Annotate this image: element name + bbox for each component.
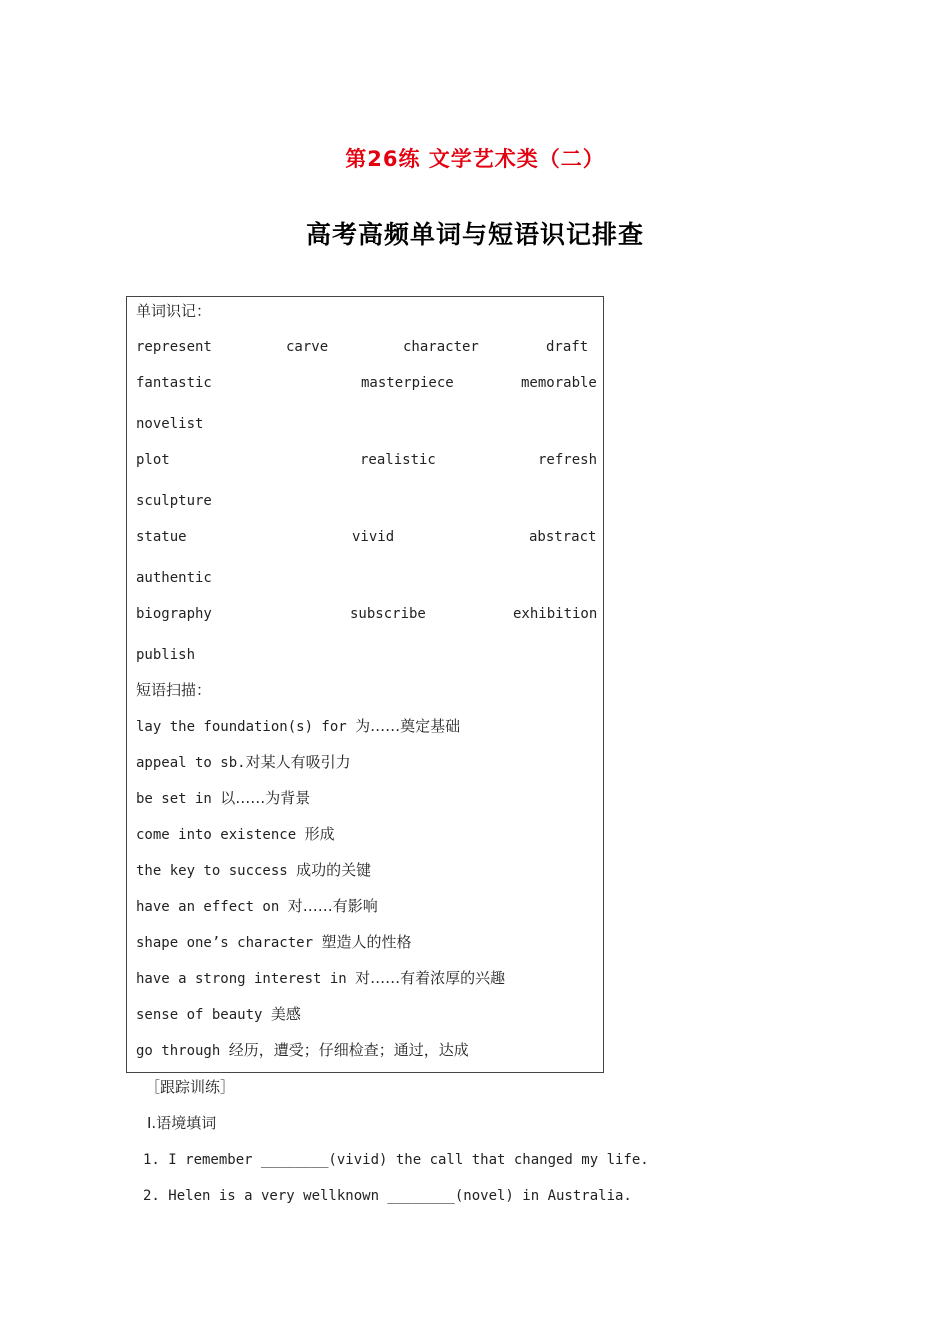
- phrases-heading: 短语扫描：: [136, 681, 212, 699]
- word-item: exhibition: [513, 606, 598, 622]
- word-item: abstract: [529, 529, 597, 545]
- word-item: publish: [136, 647, 196, 663]
- word-item: sculpture: [136, 493, 212, 509]
- word-item: fantastic: [136, 375, 212, 391]
- word-item: statue: [136, 529, 187, 545]
- word-item: carve: [286, 339, 329, 355]
- word-item: authentic: [136, 570, 212, 586]
- phrase-item: the key to success 成功的关键: [136, 861, 372, 879]
- word-item: memorable: [521, 375, 597, 391]
- word-item: subscribe: [350, 606, 426, 622]
- tracking-label: ［跟踪训练］: [145, 1078, 236, 1096]
- word-item: plot: [136, 452, 170, 468]
- phrase-item: lay the foundation(s) for 为……奠定基础: [136, 717, 461, 735]
- phrase-item: appeal to sb.对某人有吸引力: [136, 753, 351, 771]
- section-label: Ⅰ.语境填词: [147, 1114, 217, 1132]
- vocabulary-box: [126, 296, 604, 1073]
- phrase-item: be set in 以……为背景: [136, 789, 311, 807]
- phrase-item: come into existence 形成: [136, 825, 335, 843]
- word-item: biography: [136, 606, 212, 622]
- word-item: realistic: [360, 452, 436, 468]
- phrase-item: go through 经历，遭受；仔细检查；通过，达成: [136, 1041, 469, 1059]
- phrase-item: have a strong interest in 对……有着浓厚的兴趣: [136, 969, 506, 987]
- phrase-item: shape one’s character 塑造人的性格: [136, 933, 412, 951]
- word-item: masterpiece: [361, 375, 454, 391]
- word-item: novelist: [136, 416, 204, 432]
- phrase-item: sense of beauty 美感: [136, 1005, 301, 1023]
- exercise-item: 1. I remember ________(vivid) the call that changed my life.: [143, 1152, 649, 1168]
- word-item: draft: [546, 339, 589, 355]
- page-title: 高考高频单词与短语识记排查: [305, 220, 644, 249]
- word-item: vivid: [352, 529, 395, 545]
- words-heading: 单词识记：: [136, 302, 212, 320]
- lesson-title: 第26练 文学艺术类（二）: [345, 147, 605, 171]
- phrase-item: have an effect on 对……有影响: [136, 897, 378, 915]
- word-item: represent: [136, 339, 212, 355]
- exercise-item: 2. Helen is a very wellknown ________(novel) in Australia.: [143, 1188, 632, 1204]
- word-item: refresh: [538, 452, 598, 468]
- word-item: character: [403, 339, 479, 355]
